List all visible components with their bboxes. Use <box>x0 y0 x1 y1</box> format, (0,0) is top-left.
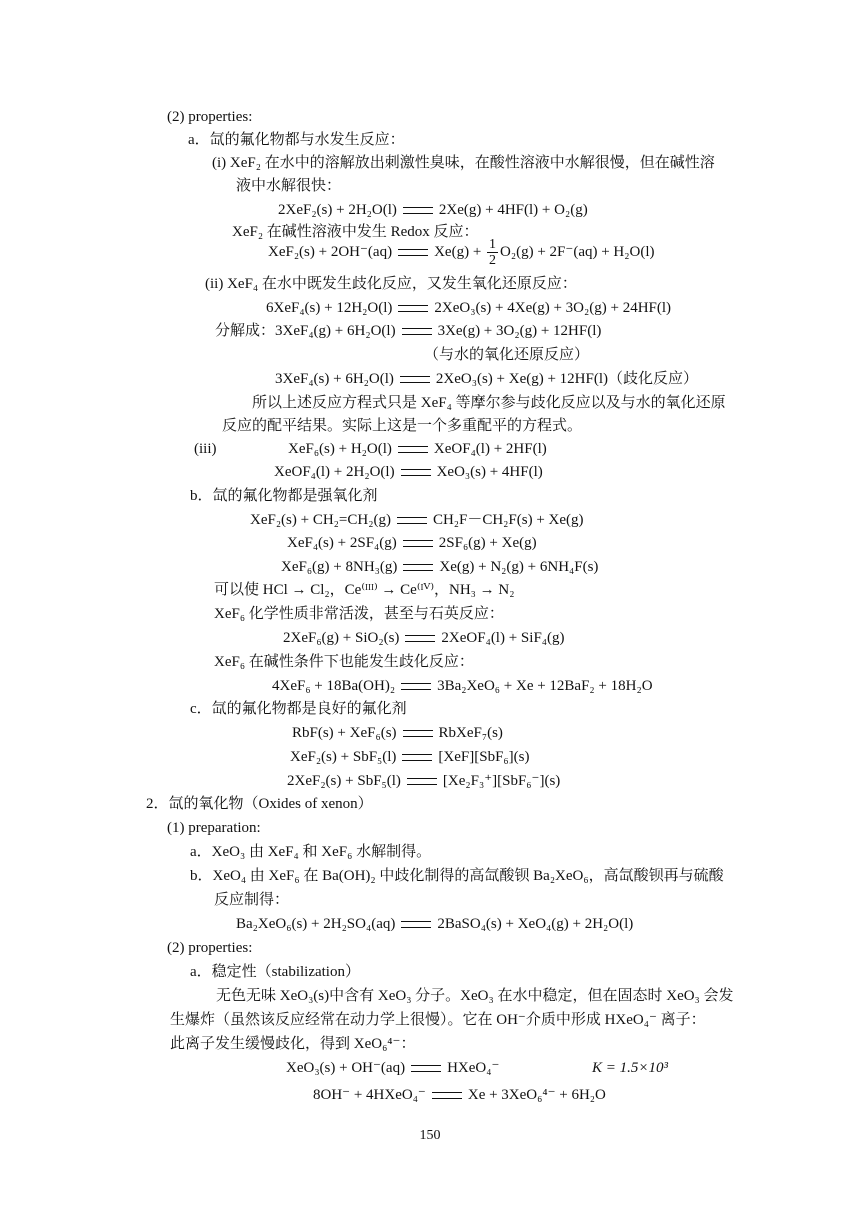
equation: XeOF₄(l) + 2H₂O(l) XeO₃(s) + 4HF(l) <box>274 464 543 480</box>
equation: 8OH⁻ + 4HXeO₄⁻ Xe + 3XeO₆⁴⁻ + 6H₂O <box>313 1087 606 1103</box>
equilibrium-sign <box>398 249 428 256</box>
equilibrium-sign <box>403 564 433 571</box>
text-line: (i) XeF₂ 在水中的溶解放出刺激性臭味，在酸性溶液中水解很慢，但在碱性溶 <box>212 155 715 171</box>
section-heading: 2．氙的氧化物（Oxides of xenon） <box>146 796 373 812</box>
equation: 6XeF₄(s) + 12H₂O(l) 2XeO₃(s) + 4Xe(g) + 3O₂(g) + 24HF(l) <box>266 300 672 316</box>
text-line: XeF₂ 在碱性溶液中发生 Redox 反应： <box>232 224 479 240</box>
equilibrium-constant: K = 1.5×10³ <box>592 1060 668 1076</box>
equation: XeF₆(g) + 8NH₃(g) Xe(g) + N₂(g) + 6NH₄F(s) <box>281 559 599 575</box>
equilibrium-sign <box>398 305 428 312</box>
equilibrium-sign <box>397 517 427 524</box>
equilibrium-sign <box>407 778 437 785</box>
text-line: 液中水解很快： <box>236 178 342 194</box>
text-line: 此离子发生缓慢歧化，得到 XeO₆⁴⁻： <box>170 1036 416 1052</box>
equilibrium-sign <box>432 1092 462 1099</box>
equation: 3XeF₄(s) + 6H₂O(l) 2XeO₃(s) + Xe(g) + 12HF(l)（歧化反应） <box>275 371 699 387</box>
text-line: a．XeO₃ 由 XeF₄ 和 XeF₆ 水解制得。 <box>190 844 432 860</box>
page-number: 150 <box>419 1128 441 1143</box>
equation: XeO₃(s) + OH⁻(aq) HXeO₄⁻ <box>286 1060 500 1076</box>
equilibrium-sign <box>403 730 433 737</box>
text-line: (iii) <box>194 441 217 457</box>
text-line: (2) properties: <box>167 109 253 125</box>
text-line: 无色无味 XeO₃(s)中含有 XeO₃ 分子。XeO₃ 在水中稳定，但在固态时 XeO₃ 会发 <box>216 988 734 1004</box>
text-line: b．氙的氟化物都是强氧化剂 <box>190 488 378 504</box>
text-line: b．XeO₄ 由 XeF₆ 在 Ba(OH)₂ 中歧化制得的高氙酸钡 Ba₂XeO₆，高氙酸钡再与硫酸 <box>190 868 724 884</box>
text-line: a．氙的氟化物都与水发生反应： <box>188 132 405 148</box>
equilibrium-sign <box>403 540 433 547</box>
equation: Ba₂XeO₆(s) + 2H₂SO₄(aq) 2BaSO₄(s) + XeO₄(g) + 2H₂O(l) <box>236 916 634 932</box>
equilibrium-sign <box>405 635 435 642</box>
equation: XeF₂(s) + SbF₅(l) [XeF][SbF₆](s) <box>290 749 530 765</box>
equilibrium-sign <box>398 446 428 453</box>
equilibrium-sign <box>401 683 431 690</box>
equation: 4XeF₆ + 18Ba(OH)₂ 3Ba₂XeO₆ + Xe + 12BaF₂ + 18H₂O <box>272 678 653 694</box>
text-line: (ii) XeF₄ 在水中既发生歧化反应，又发生氧化还原反应： <box>205 276 577 292</box>
equilibrium-sign <box>411 1065 441 1072</box>
equation: XeF₆(s) + H₂O(l) XeOF₄(l) + 2HF(l) <box>288 441 547 457</box>
equation: XeF₂(s) + CH₂=CH₂(g) CH₂F－CH₂F(s) + Xe(g) <box>250 512 584 528</box>
fraction: $\frac{1}{2}$ <box>489 237 497 269</box>
text-line: c．氙的氟化物都是良好的氟化剂 <box>190 701 407 717</box>
equation: 2XeF₂(s) + 2H₂O(l) 2Xe(g) + 4HF(l) + O₂(g) <box>278 202 588 218</box>
text-line: 反应的配平结果。实际上这是一个多重配平的方程式。 <box>222 418 583 434</box>
equilibrium-sign <box>401 469 431 476</box>
text-line: (1) preparation: <box>167 820 261 836</box>
text-line: XeF₆ 化学性质非常活泼，甚至与石英反应： <box>214 606 504 622</box>
text-line: 所以上述反应方程式只是 XeF₄ 等摩尔参与歧化反应以及与水的氧化还原 <box>252 395 726 411</box>
text-line: 生爆炸（虽然该反应经常在动力学上很慢）。它在 OH⁻介质中形成 HXeO₄⁻ 离子： <box>170 1012 706 1028</box>
text-line: XeF₆ 在碱性条件下也能发生歧化反应： <box>214 654 474 670</box>
equation: 2XeF₆(g) + SiO₂(s) 2XeOF₄(l) + SiF₄(g) <box>283 630 565 646</box>
equilibrium-sign <box>401 921 431 928</box>
equilibrium-sign <box>402 754 432 761</box>
equilibrium-sign <box>400 376 430 383</box>
text-line: （与水的氧化还原反应） <box>424 347 590 363</box>
text-line: (2) properties: <box>167 940 253 956</box>
equation: XeF₂(s) + 2OH⁻(aq) Xe(g) + $\frac{1}{2}$ O₂(g) + 2F⁻(aq) + H₂O(l) <box>268 237 655 269</box>
text-line: a．稳定性（stabilization） <box>190 964 360 980</box>
equation: XeF₄(s) + 2SF₄(g) 2SF₆(g) + Xe(g) <box>287 535 537 551</box>
text-line: 反应制得： <box>214 892 290 908</box>
equilibrium-sign <box>403 207 433 214</box>
text-line: 可以使 HCl → Cl₂，Ce⁽ᴵᴵᴵ⁾ → Ce⁽ᴵⱽ⁾，NH₃ → N₂ <box>214 582 515 598</box>
equation: 分解成：3XeF₄(g) + 6H₂O(l) 3Xe(g) + 3O₂(g) + 12HF(l) <box>215 323 602 339</box>
equation: RbF(s) + XeF₆(s) RbXeF₇(s) <box>292 725 503 741</box>
equation: 2XeF₂(s) + SbF₅(l) [Xe₂F₃⁺][SbF₆⁻](s) <box>287 773 561 789</box>
equilibrium-sign <box>402 328 432 335</box>
